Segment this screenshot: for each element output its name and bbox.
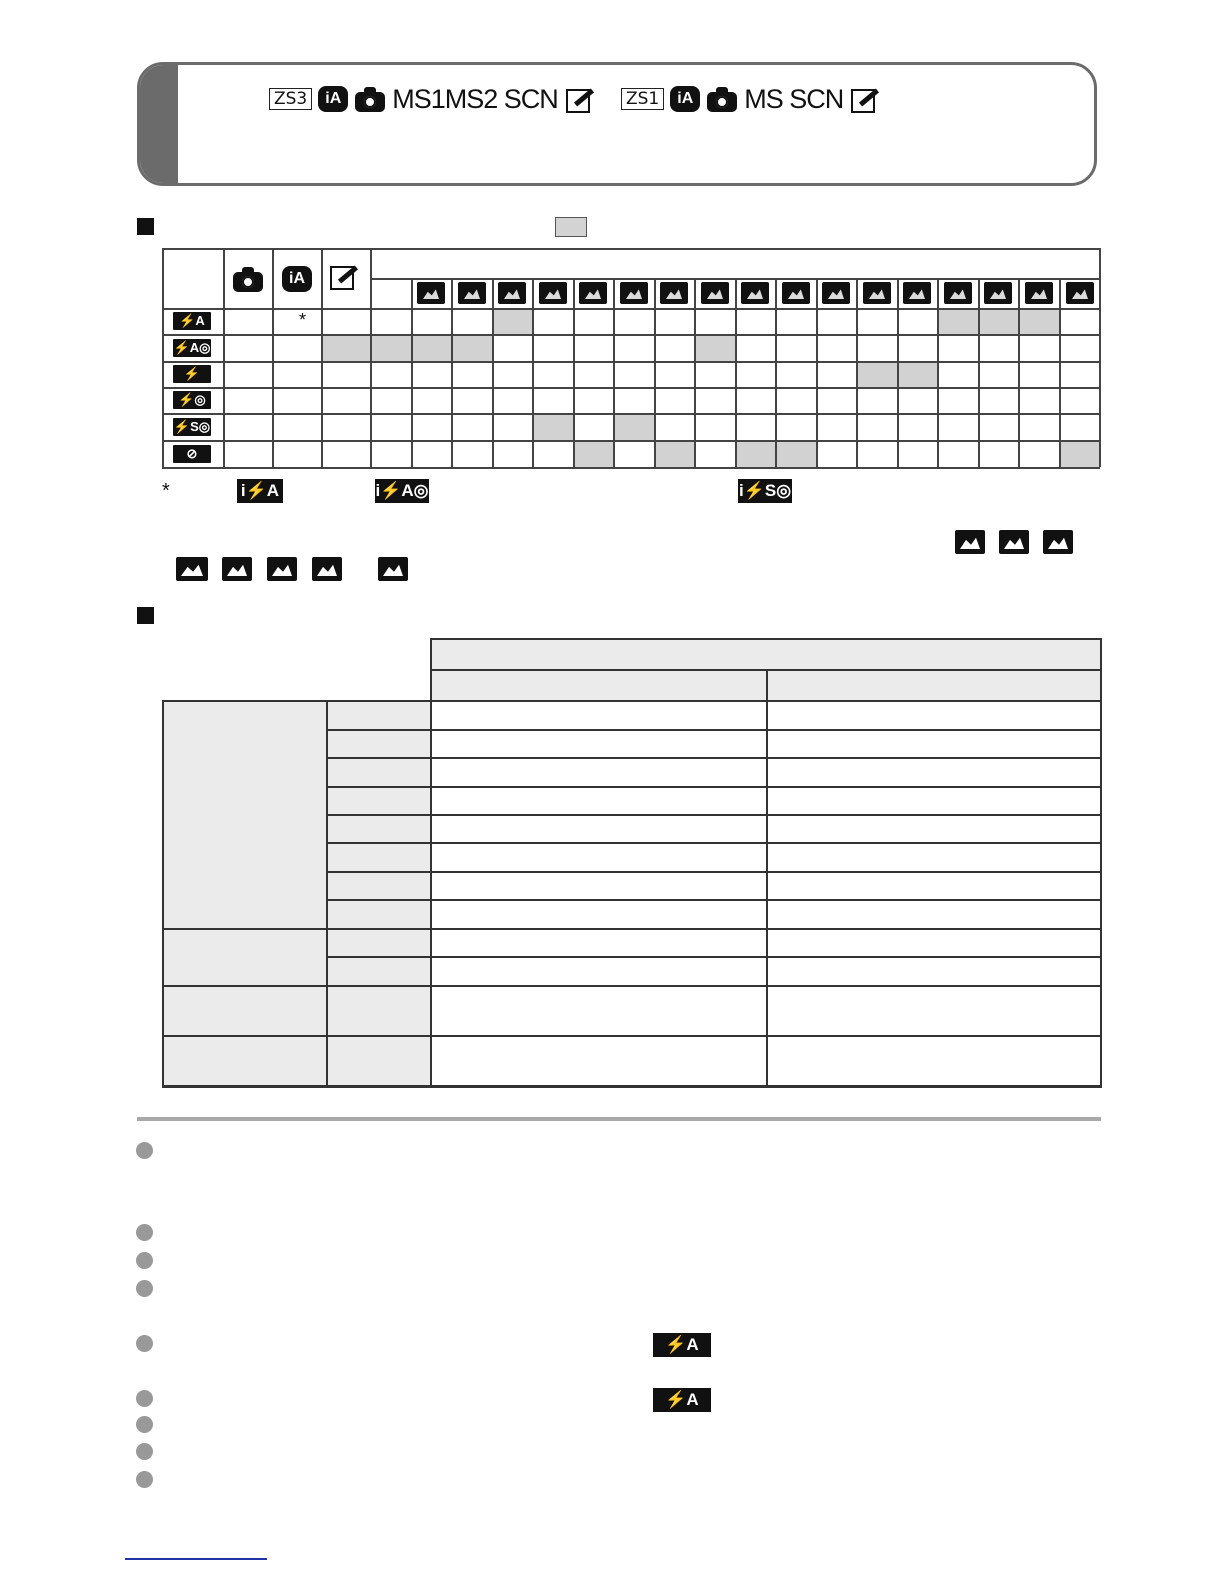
- table-rule: [1018, 278, 1020, 467]
- clipboard-icon: [849, 85, 879, 113]
- table-rule: [430, 638, 432, 1086]
- bullet-point: [136, 1142, 153, 1159]
- shaded-cell: [856, 361, 897, 387]
- scene-mode-icon: [863, 282, 891, 304]
- shaded-cell: [613, 413, 654, 440]
- header-tab: [140, 65, 178, 183]
- table-rule: [492, 278, 494, 467]
- table-rule: [326, 786, 1102, 788]
- scene-mode-icon: [1025, 282, 1053, 304]
- scene-mode-icon: [417, 282, 445, 304]
- table-rule: [326, 871, 1102, 873]
- table-rule: [856, 278, 858, 467]
- scene-mode-icon: [782, 282, 810, 304]
- table-rule: [897, 278, 899, 467]
- flash-burst-icon: [267, 557, 297, 581]
- table-rule: [430, 638, 1102, 640]
- shaded-cell: [694, 334, 735, 361]
- scene-mode-icon: [458, 282, 486, 304]
- table-rule: [766, 669, 768, 1086]
- table-rule: [326, 814, 1102, 816]
- scene-mode-icon: [701, 282, 729, 304]
- bullet-point: [136, 1443, 153, 1460]
- mode-list: MS SCN: [744, 83, 844, 114]
- table-rule: [162, 387, 1100, 389]
- scene-mode-icon: [984, 282, 1012, 304]
- table-rule: [162, 248, 164, 467]
- table-rule: [1099, 248, 1101, 467]
- table-rule: [162, 440, 1100, 442]
- shaded-cell: [1059, 440, 1100, 467]
- scenery-icon: [955, 530, 985, 554]
- ia-icon: iA: [318, 86, 348, 112]
- scene-mode-icon: [579, 282, 607, 304]
- auto-flash-icon: i⚡A: [237, 479, 283, 503]
- bullet-point: [136, 1416, 153, 1433]
- table-rule: [326, 729, 1102, 731]
- mode-line-zs1: [621, 82, 879, 116]
- sunset-icon: [176, 557, 208, 581]
- scene-mode-icon: [498, 282, 526, 304]
- flash-mode-icon: ⊘: [173, 445, 211, 463]
- scene-mode-icon: [822, 282, 850, 304]
- table-rule: [223, 248, 225, 467]
- table-rule: [775, 278, 777, 467]
- divider: [137, 1117, 1101, 1121]
- camera-icon: [354, 86, 386, 112]
- starry-sky-icon: [312, 557, 342, 581]
- auto-flash-icon: ⚡A: [653, 1333, 711, 1357]
- scene-mode-icon: [620, 282, 648, 304]
- table-rule: [162, 248, 1100, 250]
- table-rule: [326, 757, 1102, 759]
- ia-icon: iA: [670, 86, 700, 112]
- table-rule: [321, 248, 323, 467]
- table-rule: [573, 278, 575, 467]
- bullet-point: [136, 1390, 153, 1407]
- hi-speed-burst-icon: [222, 557, 252, 581]
- flash-mode-icon: ⚡A◎: [173, 340, 211, 355]
- auto-flash-icon: ⚡A: [653, 1388, 711, 1412]
- table-rule: [162, 700, 164, 1086]
- underwater-icon: [378, 557, 408, 581]
- table-rule: [162, 413, 1100, 415]
- flash-mode-icon: ⚡: [173, 365, 211, 383]
- table-rule: [1100, 638, 1102, 1086]
- table-rule: [978, 278, 980, 467]
- bullet-point: [136, 1252, 153, 1269]
- table-rule: [937, 278, 939, 467]
- table-rule: [326, 700, 328, 1086]
- table-rule: [370, 248, 372, 467]
- scene-mode-icon: [903, 282, 931, 304]
- table-rule: [613, 278, 615, 467]
- footer-link-line: [125, 1558, 267, 1560]
- scene-mode-icon: [539, 282, 567, 304]
- section-marker: [137, 218, 154, 235]
- table-rule: [326, 899, 1102, 901]
- shaded-cell: [532, 413, 573, 440]
- table-rule: [162, 1085, 1102, 1087]
- bullet-point: [136, 1224, 153, 1241]
- flash-mode-icon: ⚡S◎: [173, 419, 211, 434]
- night-scenery-icon: [1043, 530, 1073, 554]
- shaded-cell: [775, 440, 816, 467]
- table-rule: [272, 248, 274, 467]
- shaded-cell: [411, 334, 451, 361]
- section-marker: [137, 607, 154, 624]
- bullet-point: [136, 1280, 153, 1297]
- scene-mode-icon: [1066, 282, 1094, 304]
- shaded-cell: [492, 308, 532, 334]
- table-rule: [532, 278, 534, 467]
- shaded-cell: [370, 334, 411, 361]
- flash-range-table: [162, 638, 1102, 1086]
- table-rule: [162, 361, 1100, 363]
- shaded-cell: [897, 361, 937, 387]
- auto-red-eye-flash-icon: i⚡A◎: [375, 479, 429, 503]
- shaded-cell: [451, 334, 492, 361]
- scene-mode-icon: [944, 282, 972, 304]
- shaded-cell: [1018, 308, 1059, 334]
- table-rule: [451, 278, 453, 467]
- model-badge: ZS1: [621, 88, 664, 110]
- table-rule: [162, 1035, 1102, 1037]
- table-rule: [162, 334, 1100, 336]
- table-rule: [1059, 278, 1061, 467]
- table-rule: [326, 842, 1102, 844]
- asterisk-mark: *: [299, 310, 307, 330]
- slow-sync-red-eye-icon: i⚡S◎: [738, 479, 792, 503]
- table-rule: [162, 985, 1102, 987]
- shaded-cell: [573, 440, 613, 467]
- panorama-icon: [999, 530, 1029, 554]
- mode-line-zs3: [269, 82, 594, 116]
- section-header: [137, 62, 1097, 186]
- shaded-cell: [654, 440, 694, 467]
- camera-icon: [706, 86, 738, 112]
- legend-swatch: [555, 217, 587, 237]
- clipboard-icon: [564, 85, 594, 113]
- table-rule: [162, 700, 1102, 702]
- shaded-cell: [978, 308, 1018, 334]
- table-rule: [816, 278, 818, 467]
- flash-settings-table: [162, 248, 1100, 467]
- shaded-cell: [321, 334, 370, 361]
- flash-mode-icon: ⚡A: [173, 312, 211, 330]
- table-rule: [694, 278, 696, 467]
- ia-icon: iA: [282, 266, 312, 292]
- camera-icon: [232, 266, 264, 292]
- table-rule: [326, 956, 1102, 958]
- table-rule: [162, 467, 1100, 469]
- shaded-cell: [735, 440, 775, 467]
- scene-mode-icon: [660, 282, 688, 304]
- table-rule: [162, 928, 1102, 930]
- shaded-cell: [937, 308, 978, 334]
- clipboard-icon: [328, 262, 358, 290]
- table-rule: [411, 278, 413, 467]
- bullet-point: [136, 1471, 153, 1488]
- note-asterisk: *: [162, 480, 170, 502]
- bullet-point: [136, 1335, 153, 1352]
- flash-mode-icon: ⚡◎: [173, 391, 211, 409]
- mode-list: MS1MS2 SCN: [392, 83, 558, 114]
- model-badge: ZS3: [269, 88, 312, 110]
- scene-mode-icon: [741, 282, 769, 304]
- table-rule: [654, 278, 656, 467]
- table-rule: [735, 278, 737, 467]
